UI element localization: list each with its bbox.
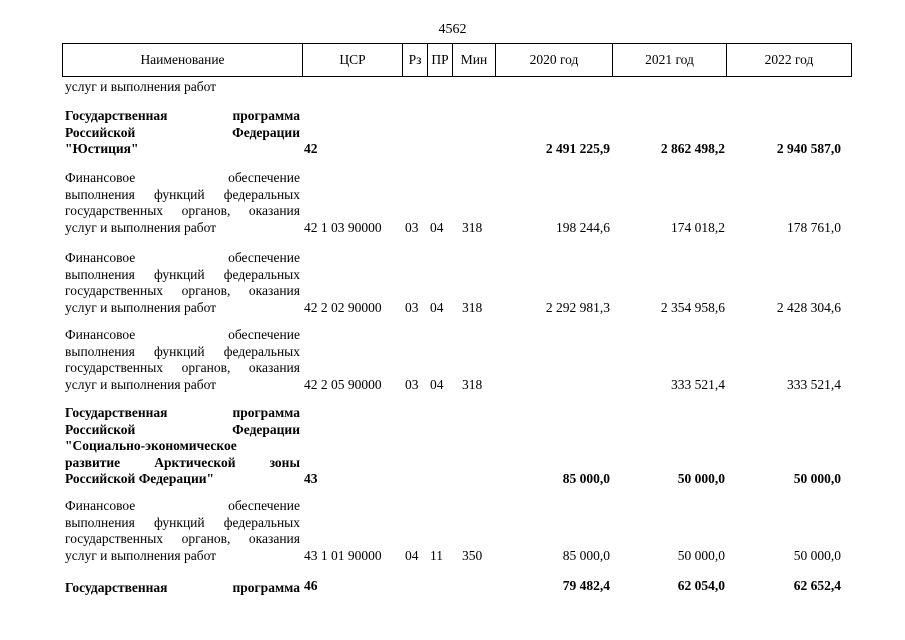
row-name-line: "Социально-экономическое bbox=[65, 438, 237, 453]
cell-y2020: 85 000,0 bbox=[562, 547, 610, 563]
cell-pr: 04 bbox=[430, 376, 444, 392]
cell-y2021: 2 862 498,2 bbox=[660, 141, 725, 156]
cell-y2020: 2 292 981,3 bbox=[545, 299, 610, 315]
column-header-pr: ПР bbox=[428, 44, 453, 76]
cell-csr: 43 1 01 90000 bbox=[304, 547, 382, 563]
row-name-line: выполнения функций федеральных bbox=[65, 514, 300, 530]
row-name-line: услуг и выполнения работ bbox=[65, 299, 217, 315]
cell-pr: 04 bbox=[430, 299, 444, 315]
cell-y2022: 2 428 304,6 bbox=[776, 299, 841, 315]
cell-y2022: 62 652,4 bbox=[793, 578, 841, 593]
row-name bbox=[65, 405, 300, 488]
cell-csr: 46 bbox=[304, 578, 318, 593]
cell-y2020: 198 244,6 bbox=[556, 219, 610, 235]
cell-pr: 11 bbox=[430, 547, 443, 563]
row-name-line: Финансовое обеспечение bbox=[65, 498, 300, 513]
column-header-csr: ЦСР bbox=[303, 44, 403, 76]
row-name bbox=[65, 108, 300, 158]
cell-y2022: 178 761,0 bbox=[787, 219, 841, 235]
continuation-text: услуг и выполнения работ bbox=[65, 79, 217, 94]
row-name-line: Российской Федерации" bbox=[65, 471, 215, 486]
cell-pr: 04 bbox=[430, 219, 444, 235]
cell-csr: 42 bbox=[304, 141, 318, 156]
row-name-line: Российской Федерации bbox=[65, 421, 300, 437]
cell-y2020: 79 482,4 bbox=[562, 578, 610, 593]
row-name-line: Финансовое обеспечение bbox=[65, 327, 300, 342]
cell-rz: 04 bbox=[405, 547, 419, 563]
row-name bbox=[65, 580, 300, 597]
row-name-line: услуг и выполнения работ bbox=[65, 219, 217, 235]
cell-y2021: 50 000,0 bbox=[677, 471, 725, 486]
cell-y2021: 174 018,2 bbox=[671, 219, 725, 235]
cell-y2021: 62 054,0 bbox=[677, 578, 725, 593]
row-name-line: государственных органов, оказания bbox=[65, 531, 300, 546]
page-number: 4562 bbox=[438, 22, 467, 37]
row-name-line: "Юстиция" bbox=[65, 141, 139, 156]
row-name bbox=[65, 250, 300, 316]
column-header-name: Наименование bbox=[63, 44, 303, 76]
cell-y2022: 2 940 587,0 bbox=[776, 141, 841, 156]
row-name-line: Российской Федерации bbox=[65, 124, 300, 140]
row-name-line: услуг и выполнения работ bbox=[65, 376, 217, 392]
cell-y2022: 333 521,4 bbox=[787, 376, 841, 392]
row-name-line: Государственная программа bbox=[65, 108, 300, 123]
cell-min: 350 bbox=[462, 547, 483, 563]
cell-rz: 03 bbox=[405, 219, 419, 235]
cell-y2021: 50 000,0 bbox=[677, 547, 725, 563]
row-name-line: Государственная программа bbox=[65, 580, 300, 595]
cell-y2022: 50 000,0 bbox=[793, 471, 841, 486]
column-header-2020: 2020 год bbox=[496, 44, 613, 76]
cell-min: 318 bbox=[462, 299, 483, 315]
cell-min: 318 bbox=[462, 219, 483, 235]
row-name-line: Финансовое обеспечение bbox=[65, 250, 300, 265]
row-name-line: выполнения функций федеральных bbox=[65, 186, 300, 202]
row-name bbox=[65, 170, 300, 236]
cell-csr: 42 1 03 90000 bbox=[304, 219, 382, 235]
cell-y2020: 85 000,0 bbox=[562, 471, 610, 486]
row-name bbox=[65, 498, 300, 564]
table-header bbox=[62, 43, 852, 77]
cell-csr: 43 bbox=[304, 471, 318, 486]
cell-csr: 42 2 05 90000 bbox=[304, 376, 382, 392]
column-header-min: Мин bbox=[453, 44, 496, 76]
row-name-line: Финансовое обеспечение bbox=[65, 170, 300, 185]
cell-y2021: 333 521,4 bbox=[671, 376, 725, 392]
column-header-2022: 2022 год bbox=[764, 51, 814, 67]
row-name-line: Государственная программа bbox=[65, 405, 300, 420]
cell-y2020: 2 491 225,9 bbox=[545, 141, 610, 156]
row-name-line: государственных органов, оказания bbox=[65, 283, 300, 298]
row-name-line: выполнения функций федеральных bbox=[65, 266, 300, 282]
row-name-line: государственных органов, оказания bbox=[65, 360, 300, 375]
row-name bbox=[65, 327, 300, 393]
column-header-2021: 2021 год bbox=[613, 44, 727, 76]
row-name-line: выполнения функций федеральных bbox=[65, 343, 300, 359]
cell-rz: 03 bbox=[405, 376, 419, 392]
column-header-rz: Рз bbox=[403, 44, 428, 76]
cell-rz: 03 bbox=[405, 299, 419, 315]
cell-y2022: 50 000,0 bbox=[793, 547, 841, 563]
cell-y2021: 2 354 958,6 bbox=[660, 299, 725, 315]
row-name-line: государственных органов, оказания bbox=[65, 203, 300, 218]
cell-csr: 42 2 02 90000 bbox=[304, 299, 382, 315]
row-name-line: услуг и выполнения работ bbox=[65, 547, 217, 563]
cell-min: 318 bbox=[462, 376, 483, 392]
row-name-line: развитие Арктической зоны bbox=[65, 454, 300, 470]
